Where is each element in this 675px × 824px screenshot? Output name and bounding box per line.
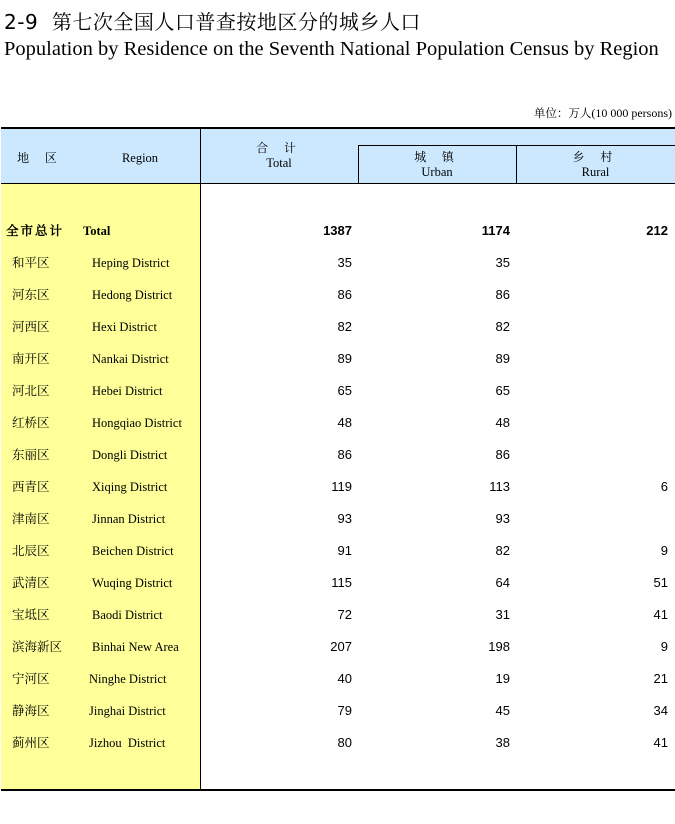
row-rural-value: 21: [653, 671, 668, 686]
table-row-total: [0, 215, 675, 247]
table-row: [0, 247, 675, 279]
row-region-cn: 蓟州区: [12, 735, 50, 750]
row-region-en: Jinghai District: [89, 704, 166, 718]
row-total-value: 86: [337, 287, 352, 302]
row-region-en: Dongli District: [92, 448, 168, 462]
row-region-cn: 河北区: [12, 383, 50, 398]
row-total-value: 115: [331, 575, 352, 590]
table-row: [0, 695, 675, 727]
row-urban-value: 86: [495, 287, 510, 302]
row-region-en: Ninghe District: [89, 672, 167, 686]
header-urban-en: Urban: [421, 165, 453, 179]
row-urban-value: 1174: [481, 223, 510, 238]
row-region-cn: 和平区: [12, 255, 50, 270]
table-row: [0, 311, 675, 343]
row-region-cn: 西青区: [12, 479, 50, 494]
row-region-en: Beichen District: [92, 544, 174, 558]
table-row: [0, 631, 675, 663]
row-total-value: 93: [337, 511, 352, 526]
unit-label-en: (10 000 persons): [591, 106, 672, 120]
row-urban-value: 31: [495, 607, 510, 622]
header-region-cn-text: 地 区: [17, 151, 63, 165]
row-rural-value: 212: [646, 223, 668, 238]
header-region-en: [100, 147, 180, 166]
row-region-en: Baodi District: [92, 608, 163, 622]
row-region-en: Jizhou District: [89, 736, 166, 750]
table-title-en: Population by Residence on the Seventh National Population Census by Region: [4, 38, 659, 60]
row-region-en: Heping District: [92, 256, 170, 270]
row-total-value: 48: [337, 415, 352, 430]
row-region-en: Hexi District: [92, 320, 157, 334]
row-total-value: 80: [337, 735, 352, 750]
unit-label-cn: 单位：万人: [533, 106, 592, 120]
row-total-value: 40: [337, 671, 352, 686]
row-region-en: Hebei District: [92, 384, 163, 398]
row-total-value: 1387: [323, 223, 352, 238]
row-region-cn: 东丽区: [12, 447, 50, 462]
row-region-cn: 红桥区: [12, 415, 50, 430]
row-rural-value: 51: [653, 575, 668, 590]
table-row: [0, 279, 675, 311]
table-row: [0, 503, 675, 535]
row-urban-value: 86: [495, 447, 510, 462]
table-number: 2-9: [4, 10, 39, 34]
row-region-cn: 静海区: [12, 703, 50, 718]
row-urban-value: 93: [495, 511, 510, 526]
header-rural-en: Rural: [581, 165, 610, 179]
header-total-en: Total: [266, 156, 292, 170]
row-urban-value: 82: [495, 319, 510, 334]
row-region-cn: 津南区: [12, 511, 50, 526]
table-row: [0, 439, 675, 471]
row-region-cn: 滨海新区: [12, 639, 63, 654]
row-total-value: 79: [337, 703, 352, 718]
row-region-cn: 武清区: [12, 575, 50, 590]
row-urban-value: 35: [495, 255, 510, 270]
table-top-rule: [1, 127, 675, 129]
header-rural: [516, 148, 675, 180]
row-total-value: 82: [337, 319, 352, 334]
row-total-value: 35: [337, 255, 352, 270]
row-region-cn: 北辰区: [12, 543, 50, 558]
row-region-cn: 宝坻区: [12, 607, 50, 622]
table-row: [0, 599, 675, 631]
row-region-cn: 全市总计: [6, 223, 65, 238]
header-total-cn: 合 计: [256, 141, 302, 155]
row-region-cn: 河西区: [12, 319, 50, 334]
row-region-en: Total: [83, 224, 111, 238]
row-total-value: 91: [337, 543, 352, 558]
table-row: [0, 471, 675, 503]
row-region-en: Binhai New Area: [92, 640, 179, 654]
header-region-cn: [0, 147, 80, 166]
row-rural-value: 9: [660, 543, 668, 558]
row-total-value: 65: [337, 383, 352, 398]
row-urban-value: 19: [495, 671, 510, 686]
row-region-en: Nankai District: [92, 352, 169, 366]
table-row: [0, 407, 675, 439]
header-urban: [358, 148, 516, 180]
header-bottom-rule: [1, 183, 675, 184]
row-total-value: 119: [331, 479, 352, 494]
row-urban-value: 64: [495, 575, 510, 590]
row-region-en: Xiqing District: [92, 480, 168, 494]
row-region-en: Hongqiao District: [92, 416, 182, 430]
table-row: [0, 727, 675, 759]
row-urban-value: 65: [495, 383, 510, 398]
row-rural-value: 6: [660, 479, 668, 494]
header-rural-cn: 乡 村: [572, 150, 619, 164]
row-region-en: Hedong District: [92, 288, 173, 302]
table-row: [0, 567, 675, 599]
row-total-value: 207: [330, 639, 352, 654]
row-region-cn: 宁河区: [12, 671, 50, 686]
row-rural-value: 41: [653, 607, 668, 622]
row-total-value: 72: [337, 607, 352, 622]
table-title-cn-text: 第七次全国人口普查按地区分的城乡人口: [51, 10, 421, 34]
header-region-en-text: Region: [121, 151, 159, 165]
header-total: [200, 139, 358, 171]
row-rural-value: 9: [660, 639, 668, 654]
table-row: [0, 343, 675, 375]
table-bottom-rule: [1, 789, 675, 791]
row-urban-value: 45: [495, 703, 510, 718]
row-region-en: Jinnan District: [92, 512, 166, 526]
row-urban-value: 38: [495, 735, 510, 750]
row-urban-value: 82: [495, 543, 510, 558]
table-row: [0, 663, 675, 695]
row-rural-value: 34: [653, 703, 668, 718]
table-row: [0, 535, 675, 567]
row-rural-value: 41: [653, 735, 668, 750]
table-row: [0, 375, 675, 407]
header-urban-cn: 城 镇: [414, 150, 460, 164]
row-region-cn: 南开区: [12, 351, 50, 366]
row-total-value: 86: [337, 447, 352, 462]
row-urban-value: 198: [488, 639, 510, 654]
row-urban-value: 89: [495, 351, 510, 366]
row-region-en: Wuqing District: [92, 576, 173, 590]
row-urban-value: 48: [495, 415, 510, 430]
row-region-cn: 河东区: [12, 287, 50, 302]
row-urban-value: 113: [489, 479, 510, 494]
row-total-value: 89: [337, 351, 352, 366]
